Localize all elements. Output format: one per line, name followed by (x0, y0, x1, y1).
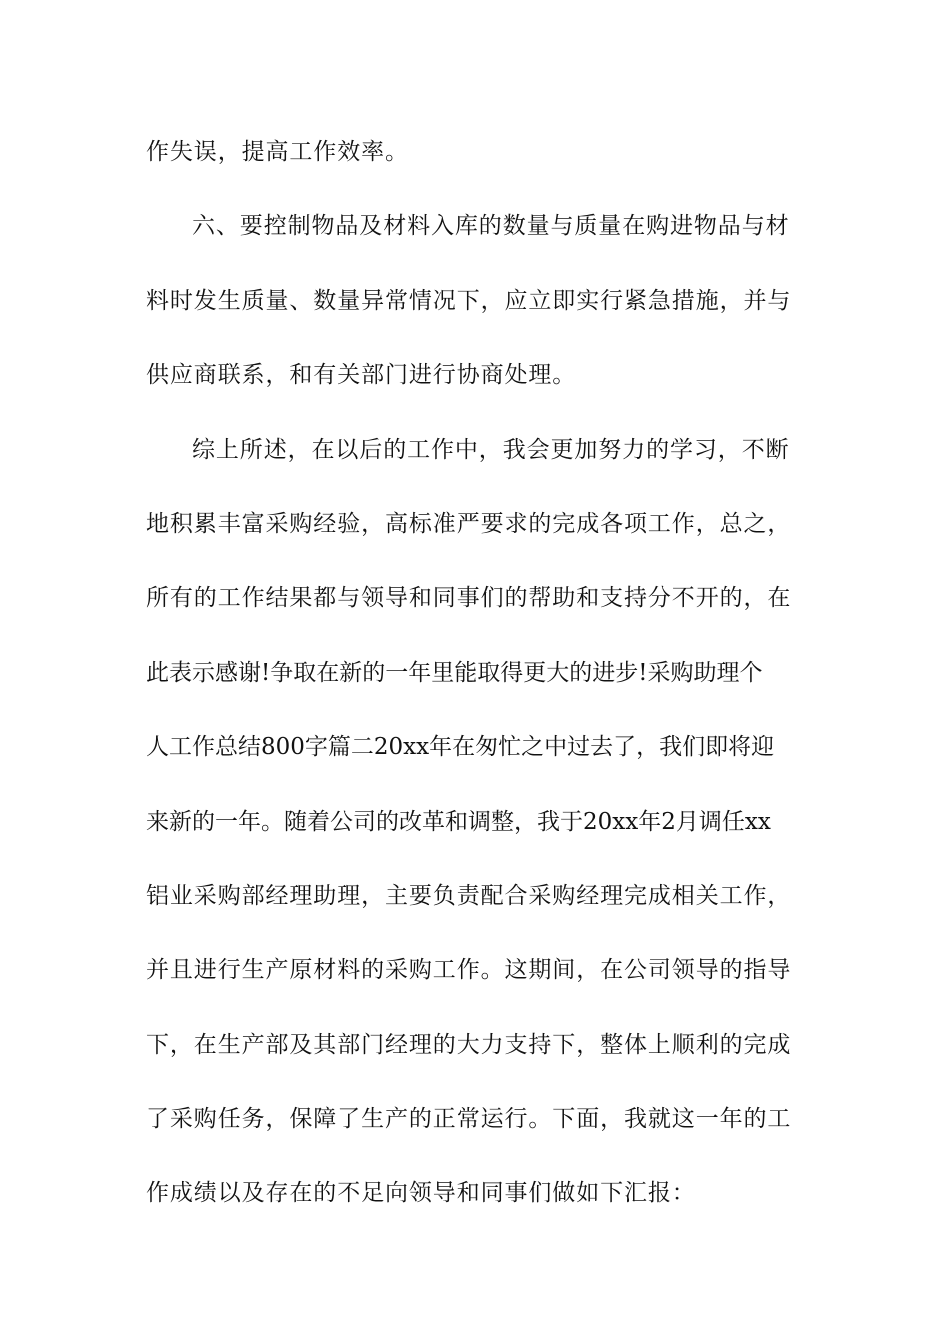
document-body (146, 128, 806, 1244)
text-line: 所有的工作结果都与领导和同事们的帮助和支持分不开的，在 (146, 585, 792, 612)
text-line: 来新的一年。随着公司的改革和调整，我于20xx年2月调任xx (146, 808, 771, 835)
text-line: 人工作总结800字篇二20xx年在匆忙之中过去了，我们即将迎 (146, 734, 775, 761)
text-line: 供应商联系，和有关部门进行协商处理。 (146, 362, 577, 389)
text-line: 并且进行生产原材料的采购工作。这期间，在公司领导的指导 (146, 957, 792, 984)
text-line: 了采购任务，保障了生产的正常运行。下面，我就这一年的工 (146, 1106, 792, 1133)
text-line: 此表示感谢!争取在新的一年里能取得更大的进步!采购助理个 (146, 659, 763, 686)
text-line: 料时发生质量、数量异常情况下，应立即实行紧急措施，并与 (146, 287, 792, 314)
text-line: 作失误，提高工作效率。 (146, 139, 409, 165)
paragraph-first-line: 六、要控制物品及材料入库的数量与质量在购进物品与材 (192, 213, 790, 240)
text-line: 下，在生产部及其部门经理的大力支持下，整体上顺利的完成 (146, 1031, 792, 1058)
text-line: 地积累丰富采购经验，高标准严要求的完成各项工作，总之， (146, 510, 792, 537)
text-line: 作成绩以及存在的不足向领导和同事们做如下汇报： (146, 1180, 696, 1207)
paragraph-first-line: 综上所述，在以后的工作中，我会更加努力的学习，不断 (192, 436, 790, 463)
text-line: 铝业采购部经理助理，主要负责配合采购经理完成相关工作， (146, 882, 792, 909)
